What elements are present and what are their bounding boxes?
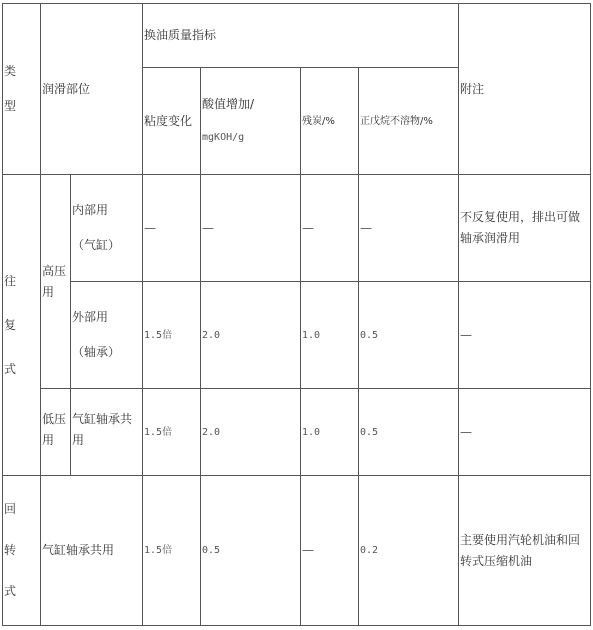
carbon-header: 残炭/%: [301, 68, 359, 175]
row-rotary: [3, 476, 591, 626]
reciprocating-label: [3, 175, 41, 476]
low-part: 气缸轴承共用: [71, 389, 143, 476]
outer-part-line2: （轴承）: [72, 345, 121, 359]
viscosity-header: 粘度变化: [143, 68, 201, 175]
row-high-inner: [3, 175, 591, 282]
outer-part-line1: 外部用: [72, 310, 109, 324]
rotary-insoluble: 0.2: [359, 476, 459, 626]
row-low: [3, 389, 591, 476]
rotary-viscosity: 1.5倍: [143, 476, 201, 626]
outer-carbon: 1.0: [301, 282, 359, 389]
rotary-note: 主要使用汽轮机油和回转式压缩机油: [459, 476, 591, 626]
rotary-part: 气缸轴承共用: [41, 476, 143, 626]
low-viscosity: 1.5倍: [143, 389, 201, 476]
low-note: —: [459, 389, 591, 476]
low-acid: 2.0: [201, 389, 301, 476]
acid-header: [201, 68, 301, 175]
type-header: [3, 4, 41, 175]
inner-insoluble: —: [359, 175, 459, 282]
rotary-label: [3, 476, 41, 626]
acid-header-unit: mgKOH/g: [202, 132, 245, 143]
part-header: 润滑部位: [41, 4, 143, 175]
oil-change-table: [2, 3, 591, 626]
header-row-1: [3, 4, 591, 68]
outer-acid: 2.0: [201, 282, 301, 389]
inner-viscosity: —: [143, 175, 201, 282]
rotary-acid: 0.5: [201, 476, 301, 626]
rotary-text: 回 转 式: [4, 502, 17, 598]
row-high-outer: [3, 282, 591, 389]
rotary-carbon: —: [301, 476, 359, 626]
low-carbon: 1.0: [301, 389, 359, 476]
indicator-header: 换油质量指标: [143, 4, 459, 68]
high-pressure-label: 高压用: [41, 175, 71, 389]
inner-part-line2: （气缸）: [72, 238, 121, 252]
type-header-text: 类 型: [4, 64, 17, 113]
outer-part: [71, 282, 143, 389]
outer-note: —: [459, 282, 591, 389]
inner-note: 不反复使用，排出可做轴承润滑用: [459, 175, 591, 282]
low-insoluble: 0.5: [359, 389, 459, 476]
acid-header-line1: 酸值增加/: [202, 97, 255, 111]
outer-insoluble: 0.5: [359, 282, 459, 389]
outer-viscosity: 1.5倍: [143, 282, 201, 389]
reciprocating-text: 往 复 式: [4, 274, 17, 376]
inner-part: [71, 175, 143, 282]
insoluble-header: 正戊烷不溶物/%: [359, 68, 459, 175]
inner-part-line1: 内部用: [72, 203, 109, 217]
inner-acid: —: [201, 175, 301, 282]
low-pressure-label: 低压用: [41, 389, 71, 476]
note-header: 附注: [459, 4, 591, 175]
inner-carbon: —: [301, 175, 359, 282]
